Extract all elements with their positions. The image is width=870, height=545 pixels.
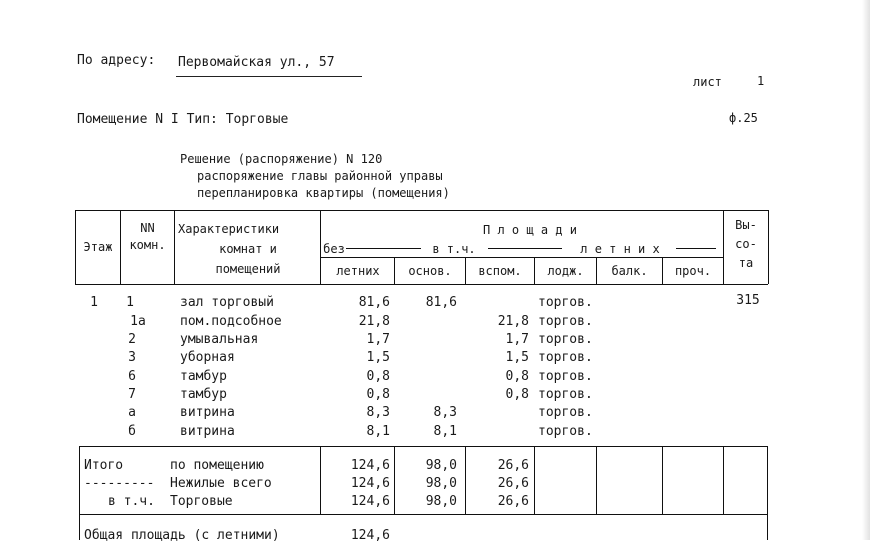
room-line: Помещение N I Тип: Торговые bbox=[77, 112, 289, 127]
decision-line-2: распоряжение главы районной управы bbox=[197, 169, 443, 183]
col-height-3: та bbox=[738, 256, 754, 270]
overall-label: Общая площадь (с летними) bbox=[84, 528, 280, 543]
address-underline bbox=[176, 76, 362, 77]
area-title: П л о щ а д и bbox=[483, 223, 577, 237]
decision-line-3: перепланировка квартиры (помещения) bbox=[197, 186, 450, 200]
form-code: ф.25 bbox=[729, 111, 758, 125]
area-bez: без bbox=[323, 242, 345, 256]
col-char-3: помещений bbox=[215, 262, 281, 276]
address-label: По адресу: bbox=[77, 53, 156, 68]
col-nn-1: NN bbox=[140, 221, 155, 235]
address-value: Первомайская ул., 57 bbox=[178, 55, 335, 70]
col-nn-2: комн. bbox=[129, 238, 166, 252]
page-edge-shadow bbox=[862, 0, 870, 540]
area-balk: балк. bbox=[611, 264, 648, 278]
area-vspom: вспом. bbox=[478, 264, 522, 278]
col-char-2: комнат и bbox=[219, 242, 277, 256]
area-osnov: основ. bbox=[408, 264, 452, 278]
col-char-1: Характеристики bbox=[178, 222, 280, 236]
area-proch: проч. bbox=[674, 264, 712, 278]
col-height-1: Вы- bbox=[735, 218, 757, 232]
sheet-label: лист bbox=[693, 75, 722, 89]
col-floor: Этаж bbox=[83, 240, 113, 254]
area-letnih: летних bbox=[336, 264, 380, 278]
col-height-2: со- bbox=[735, 237, 757, 251]
area-summer: л е т н и х bbox=[566, 242, 674, 256]
sheet-number: 1 bbox=[757, 74, 765, 88]
decision-line-1: Решение (распоряжение) N 120 bbox=[180, 152, 383, 166]
area-lodzh: лодж. bbox=[547, 264, 584, 278]
overall-value: 124,6 bbox=[350, 528, 390, 543]
document-page: По адресу: Первомайская ул., 57 лист 1 Помещение N I Тип: Торговые ф.25 Решение (распоряжение) N 120 распоряжение главы районной управы перепланировка квартиры (помещения) Этаж NN комн. Характеристики комнат и помещений П л о щ а д и в т.ч. л е т н и х без летних основ. вспом. лодж. балк. проч. Вы- со- та 1 1 зал торговый 81,6 81,6 торгов. 315 1а пом.подсобное 21,8 21,8 торгов. 2 умывальная 1,7 1,7 торгов. 3 уборная 1,5 1,5 торгов. 6 тамбур 0,8 0,8 торгов. 7 тамбур 0,8 0,8 торгов. а витрина 8,3 8,3 торгов. б витрина 8,1 8,1 торгов. Итого по помещению 124,6 98,0 26,6 --------- Нежилые всего 124,6 98,0 26,6 в т.ч. Торговые 124,6 98,0 26,6 Общая площадь (с летними) 124,6 bbox=[0, 0, 870, 540]
area-vtch: в т.ч. bbox=[422, 242, 486, 256]
